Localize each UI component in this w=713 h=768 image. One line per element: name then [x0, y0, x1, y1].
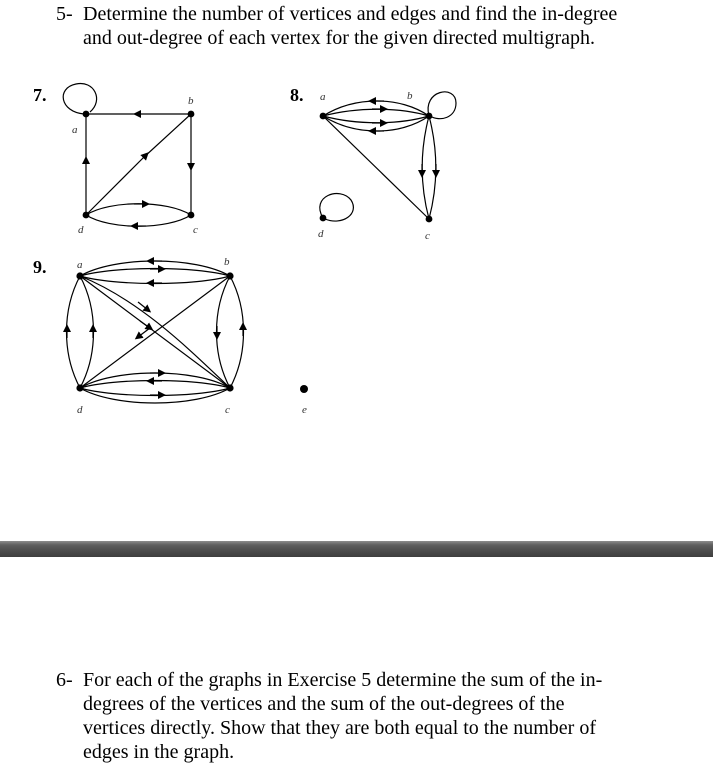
ex9-edge-d-c-2 — [80, 381, 230, 389]
ex8-vertex-b — [426, 113, 433, 120]
ex9-vertex-label-d: d — [77, 404, 83, 416]
ex9-edge-a-d-right — [80, 276, 94, 388]
ex9-arrow-db — [138, 328, 150, 337]
ex8-vertex-d — [320, 215, 327, 222]
ex7-edge-d-to-b — [86, 155, 146, 215]
question-6-line-2: degrees of the vertices and the sum of the out-degrees of the — [83, 693, 565, 715]
ex8-vertex-label-b: b — [407, 90, 413, 102]
ex7-vertex-label-a: a — [72, 124, 78, 136]
ex8-edge-a-b-mid-lower — [323, 116, 429, 123]
question-6-line-3: vertices directly. Show that they are both equal to the number of — [83, 717, 596, 739]
ex9-vertex-b — [226, 272, 233, 279]
question-6-line-1: 6- For each of the graphs in Exercise 5 determine the sum of the in- — [56, 669, 603, 691]
ex9-edge-b-c-left — [217, 276, 231, 388]
question-5-line-2: and out-degree of each vertex for the given directed multigraph. — [83, 27, 596, 49]
question-5-line-1: 5- Determine the number of vertices and edges and find the in-degree — [56, 3, 618, 25]
ex8-graph — [320, 92, 456, 223]
question-5-number: 5- — [56, 3, 73, 25]
ex9-edge-d-c-3 — [80, 388, 230, 396]
ex9-arrow-ac-1 — [140, 321, 150, 328]
ex8-vertex-label-c: c — [425, 230, 430, 242]
ex8-edge-b-loop — [428, 92, 456, 119]
ex9-vertex-d — [76, 384, 83, 391]
ex9-edge-a-b-3 — [80, 276, 230, 284]
ex7-edge-d-b-rest — [143, 114, 191, 158]
ex7-vertex-label-b: b — [188, 95, 194, 107]
ex7-graph — [63, 83, 194, 226]
ex7-edge-c-to-d-lower — [86, 215, 191, 226]
question-6-line-4: edges in the graph. — [83, 741, 235, 763]
ex9-vertex-e — [300, 385, 308, 393]
exercise-7-label: 7. — [33, 85, 47, 105]
ex9-edge-b-c-right — [230, 276, 244, 388]
ex7-vertex-label-d: d — [78, 224, 84, 236]
ex9-edge-a-b-2 — [80, 269, 230, 277]
ex9-vertex-label-a: a — [77, 259, 83, 271]
exercise-8-label: 8. — [290, 85, 304, 105]
ex9-vertex-label-c: c — [225, 404, 230, 416]
ex9-graph — [67, 261, 309, 403]
ex8-edge-a-b-mid-upper — [323, 109, 429, 116]
ex8-vertex-label-a: a — [320, 91, 326, 103]
ex9-vertex-a — [76, 272, 83, 279]
ex9-vertex-c — [226, 384, 233, 391]
ex7-vertex-c — [188, 212, 195, 219]
question-6-number: 6- — [56, 669, 73, 691]
ex7-vertex-label-c: c — [193, 224, 198, 236]
ex7-vertex-a — [83, 111, 90, 118]
ex8-vertex-a — [320, 113, 327, 120]
exercise-9-label: 9. — [33, 257, 47, 277]
ex9-vertex-label-b: b — [224, 256, 230, 268]
ex8-vertex-c — [426, 216, 433, 223]
ex8-edge-b-c-right — [429, 116, 436, 219]
ex7-edge-d-to-c-upper — [86, 204, 191, 215]
ex8-vertex-label-d: d — [318, 228, 324, 240]
ex7-vertex-d — [83, 212, 90, 219]
ex8-edge-b-c-left — [422, 116, 429, 219]
ex9-edge-a-d-left — [67, 276, 81, 388]
ex7-edge-a-loop — [63, 83, 96, 114]
section-divider-bar — [0, 541, 713, 557]
ex7-vertex-b — [188, 111, 195, 118]
question-6 — [56, 668, 656, 764]
ex9-vertex-label-e: e — [302, 404, 307, 416]
